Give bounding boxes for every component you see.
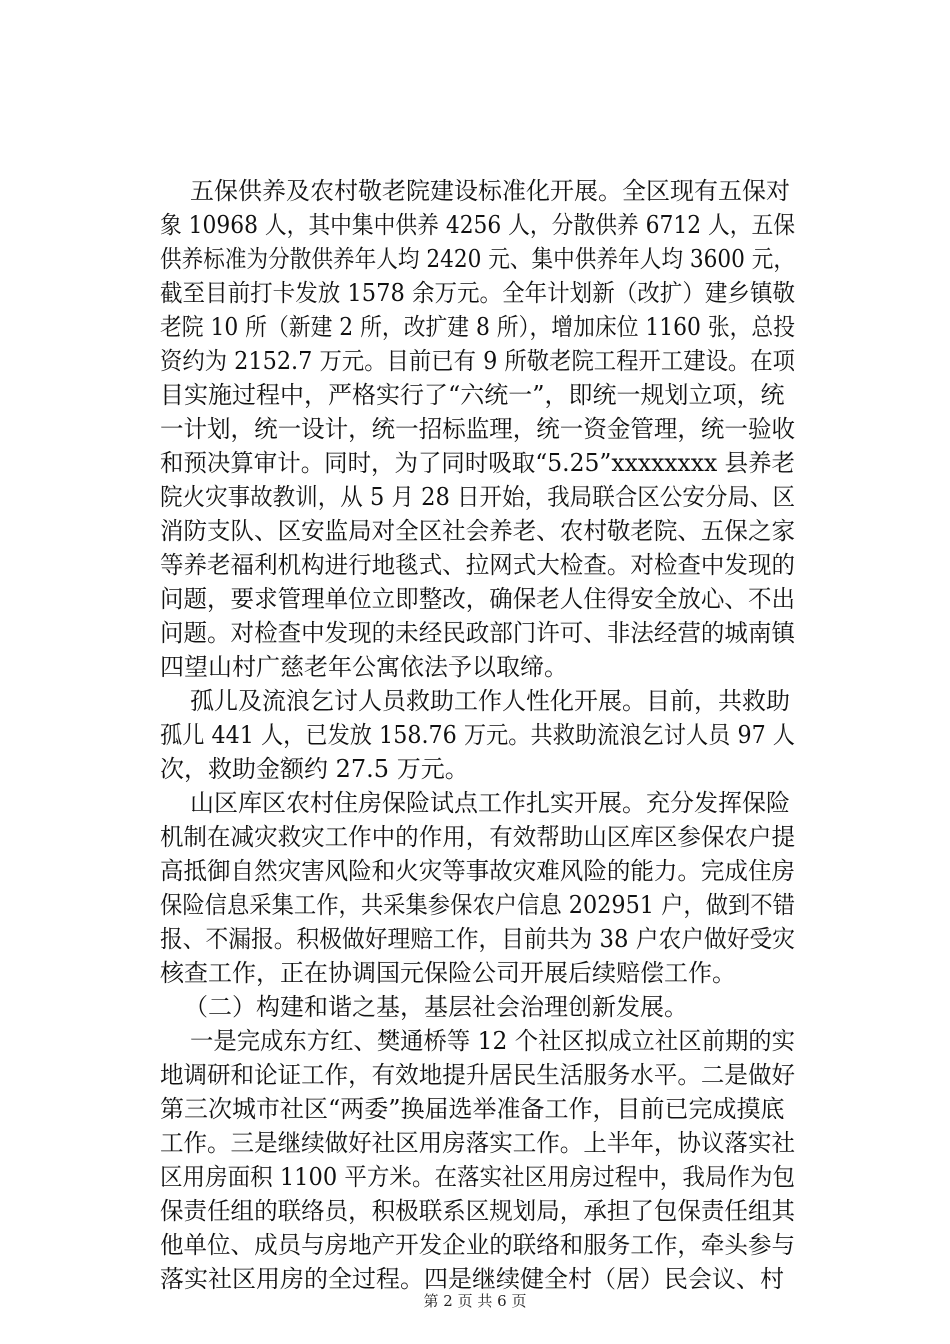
text-line: 山区库区农村住房保险试点工作扎实开展。充分发挥保险 <box>190 789 790 817</box>
text-line: 五保供养及农村敬老院建设标准化开展。全区现有五保对 <box>190 177 790 205</box>
text-line: 次，救助金额约 27.5 万元。 <box>160 755 469 783</box>
text-line: 报、不漏报。积极做好理赔工作，目前共为 38 户农户做好受灾 <box>160 925 795 953</box>
text-line: 等养老福利机构进行地毯式、拉网式大检查。对检查中发现的 <box>160 551 795 579</box>
text-line: 第三次城市社区“两委”换届选举准备工作，目前已完成摸底 <box>160 1095 785 1123</box>
page-footer: 第 2 页 共 6 页 <box>423 1292 527 1310</box>
text-line: 一计划，统一设计，统一招标监理，统一资金管理，统一验收 <box>160 415 795 443</box>
text-line: 机制在减灾救灾工作中的作用，有效帮助山区库区参保农户提 <box>160 823 795 851</box>
text-line: 高抵御自然灾害风险和火灾等事故灾难风险的能力。完成住房 <box>160 857 795 885</box>
text-line: 保险信息采集工作，共采集参保农户信息 202951 户，做到不错 <box>160 891 796 919</box>
text-line: 落实社区用房的全过程。四是继续健全村（居）民会议、村 <box>160 1265 784 1293</box>
text-line: 目实施过程中，严格实行了“六统一”，即统一规划立项，统 <box>160 381 785 409</box>
text-line: 四望山村广慈老年公寓依法予以取缔。 <box>160 653 568 681</box>
text-line: 地调研和论证工作，有效地提升居民生活服务水平。二是做好 <box>160 1061 795 1089</box>
section-heading: （二）构建和谐之基，基层社会治理创新发展。 <box>184 993 688 1021</box>
text-line: 截至目前打卡发放 1578 余万元。全年计划新（改扩）建乡镇敬 <box>160 279 796 307</box>
text-line: 保责任组的联络员，积极联系区规划局，承担了包保责任组其 <box>160 1197 795 1225</box>
text-line: 他单位、成员与房地产开发企业的联络和服务工作，牵头参与 <box>160 1231 795 1259</box>
text-line: 问题。对检查中发现的未经民政部门许可、非法经营的城南镇 <box>160 619 795 647</box>
text-line: 区用房面积 1100 平方米。在落实社区用房过程中，我局作为包 <box>160 1163 796 1191</box>
text-line: 和预决算审计。同时，为了同时吸取“5.25”xxxxxxxx 县养老 <box>160 449 796 477</box>
text-line: 核查工作，正在协调国元保险公司开展后续赔偿工作。 <box>160 959 736 987</box>
text-line: 院火灾事故教训，从 5 月 28 日开始，我局联合区公安分局、区 <box>160 483 796 511</box>
text-line: 消防支队、区安监局对全区社会养老、农村敬老院、五保之家 <box>160 517 795 545</box>
text-line: 一是完成东方红、樊通桥等 12 个社区拟成立社区前期的实 <box>190 1027 796 1055</box>
text-line: 供养标准为分散供养年人均 2420 元、集中供养年人均 3600 元， <box>160 245 795 273</box>
text-line: 资约为 2152.7 万元。目前已有 9 所敬老院工程开工建设。在项 <box>160 347 795 375</box>
text-line: 孤儿及流浪乞讨人员救助工作人性化开展。目前，共救助 <box>190 687 790 715</box>
text-line: 孤儿 441 人，已发放 158.76 万元。共救助流浪乞讨人员 97 人 <box>160 721 795 749</box>
text-line: 老院 10 所（新建 2 所，改扩建 8 所），增加床位 1160 张，总投 <box>160 313 796 341</box>
text-line: 象 10968 人，其中集中供养 4256 人，分散供养 6712 人，五保 <box>160 211 796 239</box>
text-line: 问题，要求管理单位立即整改，确保老人住得安全放心、不出 <box>160 585 795 613</box>
text-line: 工作。三是继续做好社区用房落实工作。上半年，协议落实社 <box>160 1129 795 1157</box>
